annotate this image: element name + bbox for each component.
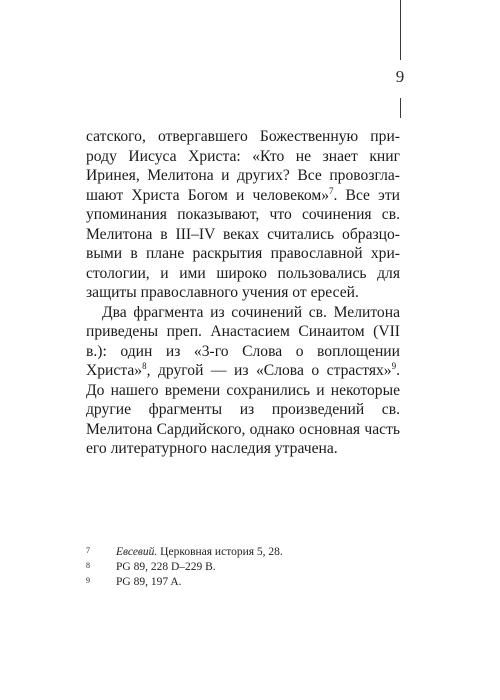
footnote-number: 9 xyxy=(86,576,90,585)
footnote-number: 7 xyxy=(86,546,90,555)
paragraph-2-text-a: Два фрагмента из сочинений св. Мелитона приведены преп. Анастасием Синаитом (VII в.): один из «3-го Слова о воплощении Христа» xyxy=(86,303,400,379)
page-number: 9 xyxy=(395,67,405,86)
paragraph-2-text-b: , другой — из «Слова о страстях» xyxy=(146,362,392,379)
paragraph-1 xyxy=(86,127,400,303)
footnote-text: PG 89, 197 A. xyxy=(116,576,182,588)
paragraph-1-text-b: . Все эти упоминания показывают, что сочинения св. Мелитона в III–IV веках считались образцовыми в плане раскрытия православной христологии, и ими широко пользовались для защиты православного учения от ересей. xyxy=(86,186,400,301)
paragraph-1-text-a: сатского, отвергавшего Божественную природу Иисуса Христа: «Кто не знает книг Иринея, Мелитона и других? Все провозглашают Христа Богом и человеком» xyxy=(86,128,400,204)
footnote-ref-9[interactable]: 9 xyxy=(391,360,397,371)
footnote-9 xyxy=(86,575,400,590)
footnote-7 xyxy=(86,545,400,560)
paragraph-2-text-c: . До нашего времени сохранились и некоторые другие фрагменты из произведений св. Мелитона Сардийского, однако основная часть его литературного наследия утрачена. xyxy=(86,362,400,457)
footnotes xyxy=(86,545,400,590)
paragraph-2 xyxy=(86,303,400,459)
footnote-number: 8 xyxy=(86,561,90,570)
footnote-text: PG 89, 228 D–229 B. xyxy=(116,561,216,573)
footnote-ref-8[interactable]: 8 xyxy=(142,360,147,371)
header-rule-bottom xyxy=(400,98,401,118)
footnote-author: Евсевий. xyxy=(116,546,158,558)
header-rule-top xyxy=(400,0,401,60)
footnote-text: Церковная история 5, 28. xyxy=(157,546,283,558)
footnote-ref-7[interactable]: 7 xyxy=(329,185,334,196)
footnote-8 xyxy=(86,560,400,575)
body-text xyxy=(86,127,400,459)
